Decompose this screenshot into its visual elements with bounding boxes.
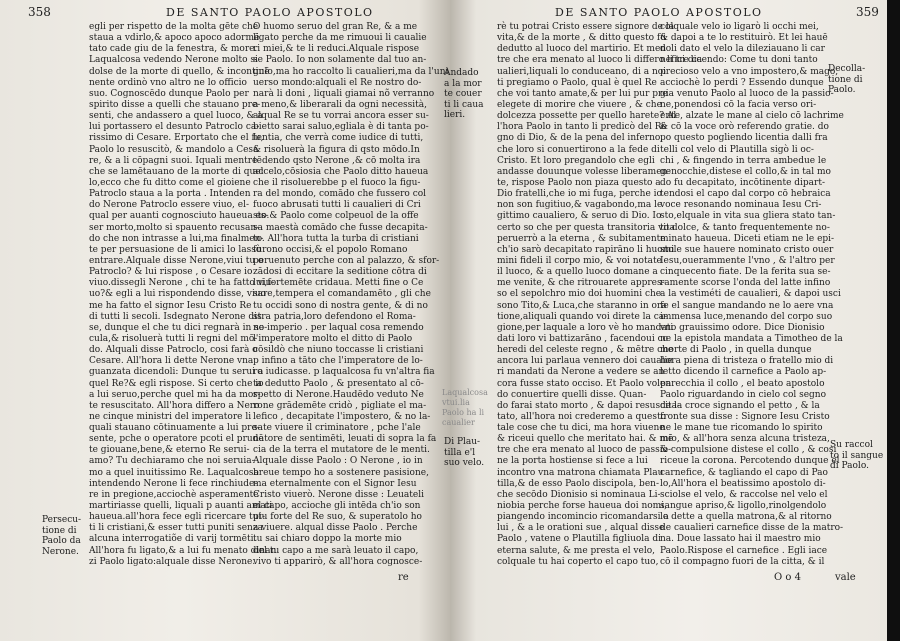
text-line: piangendo incomincio ricomandarsi a (497, 512, 669, 523)
text-line: sa maestà comādo che fusse decapita- (253, 222, 428, 233)
text-line: natore de sentimēti, leuati di sopra la fa (253, 434, 437, 445)
text-line: me ha fatto el signor Iesu Cristo Re (89, 300, 252, 311)
text-line: ne la epistola mandata a Timotheo de la (660, 333, 843, 344)
text-line: dolcezza possette per quello harete? Al (497, 111, 677, 122)
running-header-right: DE SANTO PAOLO APOSTOLO (555, 6, 763, 19)
text-line: fe el sangue mandando ne lo aere vna (660, 300, 834, 311)
text-line: & dapoi a te lo restituirò. Et lei hauē (660, 33, 828, 44)
text-line: stole sue hauere nominato cristo ouer (660, 244, 834, 255)
text-line: dati loro vi battizarāno , facendoui co (497, 333, 669, 344)
text-line: del tu capo a me sarà leuato il capo, (253, 545, 419, 556)
text-line: fronte sua disse : Signore Iesu Cristo (660, 411, 830, 422)
text-line: amo? Tu dechiaramo che noi seruia- (89, 456, 255, 467)
text-line: fuoco abrusati tutti li caualieri di Cri (253, 200, 421, 211)
text-line: ri mandati da Nerone a vedere se an (497, 367, 665, 378)
text-line: sciolse el velo, & raccolse nel velo el (660, 489, 828, 500)
text-line: suo velo. (444, 458, 485, 468)
text-line: caualier (442, 418, 475, 427)
text-line: minato haueua. Diceti etiam ne le epi- (660, 233, 835, 244)
text-line: Patroclo staua a la porta . Intenden (89, 189, 251, 200)
text-line: Laqualcosa (442, 388, 488, 397)
text-line: tu sai chiaro doppo la morte mio (253, 534, 402, 545)
text-line: certo so che per questa transitoria vita (497, 222, 676, 233)
running-header-left: DE SANTO PAOLO APOSTOLO (166, 6, 374, 19)
text-line: tione di (828, 74, 863, 85)
text-line: furono occisi,& el popolo Romano (253, 244, 408, 255)
text-line: l'hora Paolo in tanto li predicò del Re (497, 122, 667, 133)
right-page (442, 0, 887, 641)
text-line: cō il compagno fuori de la citta, & il (660, 556, 825, 567)
page-number-left: 358 (28, 5, 51, 19)
text-line: no imperio . per laqual cosa remendo (253, 322, 424, 333)
text-line: doli dato el velo la dileziauano li car (660, 44, 825, 55)
book-edge (887, 0, 900, 641)
text-line: Di Plau- (444, 437, 481, 447)
text-line: a meno,& liberarali da ogni necessità, (253, 99, 427, 110)
text-line: peruenuto perche con al palazzo, & sfor- (253, 255, 440, 266)
text-line: tu occidi sono di nostra gente, & di no (253, 300, 428, 311)
text-line: accelo,cōsiosia che Paolo ditto haueua (253, 166, 429, 177)
text-line: Paolo lo resuscitò, & mandolo a Cesa (89, 144, 259, 155)
text-line: & risoluerà la figura di qsto mōdo.In (253, 144, 420, 155)
text-line: lieri. (444, 110, 466, 120)
margin-note-plautilla (444, 437, 484, 469)
text-line: se Paolo. Io non solamente dal tuo an- (253, 55, 427, 66)
text-line: uerso mondo:alquali el Re nostro do- (253, 77, 422, 88)
text-line: sare,tempera el comandamēto , gli che (253, 289, 431, 300)
text-line: tre che era menato al luoco de passio- (497, 445, 672, 456)
text-line: to il sangue (830, 450, 884, 461)
catchword-left: re (398, 572, 409, 583)
text-line: lo,ecco che fu ditto come el gioiene (89, 177, 251, 188)
text-line: ente, alzate le mane al cielo cō lachrime (660, 111, 844, 122)
text-line: Laqualcosa vedendo Nerone molto si (89, 55, 258, 66)
text-line: gia venuto Paolo al luoco de la passio- (660, 88, 834, 99)
text-line: alcuna interrogatiõe di varij tormēti. (89, 534, 257, 545)
text-line: che loro si conuertirono a la fede di (497, 144, 660, 155)
text-line: vno grauissimo odore. Dice Dionisio (660, 322, 825, 333)
text-line: cora fusse stato occiso. Et Paolo volen (497, 378, 672, 389)
text-line: chi , & fingendo in terra ambedue le (660, 155, 827, 166)
text-line: tato, all'hora noi crederemo a questo (497, 411, 666, 422)
text-line: di tutti li secoli. Isdegnato Nerone dis (89, 311, 262, 322)
text-line: dedutto al luoco del martirio. Et men (497, 44, 667, 55)
text-line: vtui.lia (442, 398, 470, 407)
text-line: ti pregiamo o Paolo, qual è quel Re (497, 77, 657, 88)
bleed-through-text (442, 388, 488, 428)
text-line: do. Alquali disse Patroclo, cosi farà o (89, 345, 258, 356)
text-line: che secōdo Dionisio si nominaua Li- (497, 489, 661, 500)
text-line: All'hora fu ligato,& a lui fu menato dinan (89, 545, 277, 556)
text-line: cinquecento fiate. De la ferita sua se- (660, 267, 831, 278)
text-line: tale cose che tu dici, ma hora viuene (497, 423, 665, 434)
text-line: el capo, accioche gli intēda ch'io son (253, 501, 421, 512)
left-column-2 (253, 22, 449, 568)
text-line: che il risoluerebbe p el fuoco la figu- (253, 177, 421, 188)
text-line: ro iudicasse. p laqualcosa fu vn'altra fia (253, 367, 435, 378)
text-line: ligato perche da me rimuoui li caualie (253, 33, 427, 44)
text-line: p infino a tāto che l'imperatore de lo- (253, 356, 423, 367)
text-line: sto.& Paolo come colpeuol de la offe (253, 211, 419, 222)
text-line: cōsildò che niuno toccasse li cristiani (253, 345, 424, 356)
text-line: morte di Paolo , in quella dunque (660, 345, 812, 356)
text-line: gione,per laquale a loro vè ho mandati (497, 322, 674, 333)
text-line: ualieri,liquali lo conduceano, di a noi (497, 66, 667, 77)
text-line: sto,elquale in vita sua gliera stato tan- (660, 211, 836, 222)
text-line: tione di (42, 525, 77, 536)
text-line: voce resonando nominaua Iesu Cri- (660, 200, 822, 211)
text-line: Paolo riguardando in cielo col segno (660, 389, 827, 400)
text-line: heredi del celeste regno , & mētre che (497, 345, 674, 356)
text-line: mio, & all'hora senza alcuna tristeza, (660, 434, 830, 445)
text-line: Decolla- (828, 64, 866, 74)
text-line: zādosi di eccitare la seditione cōtra di (253, 267, 427, 278)
text-line: lo,All'hora el beatissimo apostolo di- (660, 478, 826, 489)
text-line: me venite, & che ritrouarete appres- (497, 278, 665, 289)
text-line: alqual Re se tu vorrai ancora esser su- (253, 111, 429, 122)
text-line: te couer (444, 89, 482, 99)
text-line: breue tempo ho a sostenere pasisione, (253, 467, 429, 478)
text-line: genocchie,distese el collo,& in tal mo (660, 166, 831, 177)
text-line: ti li cristiani,& esser tutti puniti senza (89, 523, 263, 534)
text-line: Cristo viuerò. Nerone disse : Leuateli (253, 489, 424, 500)
text-line: bietto sarai saluo,egliala è di tanta po- (253, 122, 429, 133)
text-line: sangue apriso,& ligollo,rinolgendolo (660, 501, 827, 512)
text-line: quali stauano cōtinuamente a lui pre- (89, 423, 260, 434)
text-line: dolse de la morte di quello, & incontinē (89, 66, 270, 77)
text-line: Dio fratelli,che io mi fuga, perche io (497, 189, 662, 200)
text-line: telli col velo di Plautilla sigò li oc- (660, 144, 814, 155)
text-line: Paolo , vatene o Plautilla figliuola di (497, 534, 662, 545)
text-line: de caualieri carnefice disse de la matro- (660, 523, 844, 534)
text-line: tre che era menato al luoco li differo li tre ca (497, 55, 703, 66)
text-line: senti, che andassero a quel luoco, & a (89, 111, 263, 122)
text-line: se, dunque el che tu dici regnarà in se- (89, 322, 268, 333)
text-line: sente, pche o operatore pcoti el prudē (89, 434, 264, 445)
text-line: gulo,ma ho raccolto li caualieri,ma da l'uni (253, 66, 449, 77)
margin-note-blood (830, 440, 883, 472)
text-line: cia de la terra el mutatore de le menti. (253, 445, 430, 456)
text-line: nente ordinò vno altro ne lo officio (89, 77, 247, 88)
text-line: ser morto,molto si spauento recusan- (89, 222, 260, 233)
text-line: O huomo seruo del gran Re, & a me (253, 22, 418, 32)
text-line: spetto di Nerone.Haudēdo veduto Ne (253, 389, 424, 400)
text-line: incontro vna matrona chiamata Plau (497, 467, 664, 478)
text-line: il luoco, & a quello luoco domane a (497, 267, 658, 278)
text-line: Paolo. (828, 85, 856, 95)
text-line: quel Re?& egli rispose. Si certo che io (89, 378, 264, 389)
text-line: te resuscitato. All'hora differo a Nero (89, 400, 260, 411)
text-line: do fu decapitato, incōtinente dipart- (660, 177, 825, 188)
right-column-1 (497, 22, 703, 568)
text-line: Paolo ha li (442, 408, 485, 417)
text-line: do farai stato morto , & dapoi resuscita- (497, 400, 681, 411)
text-line: zi Paolo ligato:alquale disse Nerone. (89, 556, 256, 567)
text-line: uo?& egli a lui rispondendo disse, viuo (89, 289, 267, 300)
text-line: & riceui quello che meritato hai. & mē (497, 434, 674, 445)
right-column-2 (660, 22, 844, 568)
text-line: Persecu- (42, 515, 82, 525)
text-line: re, & a li cōpagni suoi. Iquali mentre (89, 155, 258, 166)
text-line: ne cinque ministri del imperatore li (89, 411, 252, 422)
text-line: to. All'hora tutta la turba di cristiani (253, 233, 419, 244)
text-line: so el sepolchro mio doi huomini che (497, 289, 662, 300)
text-line: de la croce signando el petto , & la (660, 400, 820, 411)
margin-note-decollation (828, 64, 865, 96)
text-line: ta dedutto Paolo , & presentato al cō- (253, 378, 424, 389)
text-line: Patroclo? & lui rispose , o Cesare io (89, 267, 253, 278)
text-line: vivo ti apparirò, & all'hora cognosce- (253, 556, 423, 567)
text-line: Cesare. All'hora li dette Nerone vna (89, 356, 254, 367)
text-line: viuo.dissegli Nerone , chi te ha fatto viu- (89, 278, 275, 289)
text-line: acciochè lo perdi ? Essendo dunque (660, 77, 824, 88)
text-line: to dolce, & tanto frequentemente no- (660, 222, 830, 233)
text-line: peruerrò a la eterna , & subitamente (497, 233, 666, 244)
text-line: ri miei,& te li reduci.Alquale rispose (253, 44, 420, 55)
text-line: rissimo di Cesare. Erportato che el fu, (89, 133, 264, 144)
text-line: ra del mondo, comādo che fussero col (253, 189, 427, 200)
text-line: suo. Cognoscēdo dunque Paolo per (89, 88, 249, 99)
text-line: piu forte del Re suo, & superatolo ho (253, 512, 422, 523)
text-line: egli per rispetto de la molta gēte che (89, 22, 259, 32)
text-line: do che non intrasse a lui,ma finalmen- (89, 233, 264, 244)
text-line: riceue la corona. Percotendo dunque el (660, 456, 840, 467)
text-line: ch'io sarò decapitato rapirāno li huomi (497, 244, 675, 255)
text-line: tilla e'l (444, 447, 476, 458)
text-line: Nerone. (42, 546, 79, 557)
text-line: ancora lui parlaua vennero doi caualie (497, 356, 673, 367)
text-line: eterna salute, & me presta el velo, (497, 545, 655, 556)
text-line: qual per auanti cognosciuto haueua es- (89, 211, 269, 222)
text-line: rè tu potrai Cristo essere signore de la (497, 22, 675, 32)
text-line: lui , & a le orationi sue , alqual disse (497, 523, 665, 534)
text-line: ne la porta hostiense si fece a lui (497, 456, 648, 467)
text-line: elegete di morire che viuere , & che (497, 99, 662, 110)
page-number-right: 359 (856, 5, 879, 19)
text-line: lui,fortemēte cridaua. Metti fine o Ce (253, 278, 424, 289)
text-line: andasse douunque volesse liberamen- (497, 166, 671, 177)
text-line: tendosi el capo dal corpo cō hebraica (660, 189, 831, 200)
text-line: non son fugitiuo,& vagabondo,ma le (497, 200, 663, 211)
text-line: ma eternalmente con el Signor Iesu (253, 478, 417, 489)
text-line: tentia, che verrà come iudice di tutti, (253, 133, 424, 144)
text-line: vita,& de la morte , & ditto questo fu (497, 33, 667, 44)
text-line: stra patria,loro defendono el Roma- (253, 311, 416, 322)
text-line: lefico , decapitate l'impostero, & no la- (253, 411, 431, 422)
text-line: tilla,& de esso Paolo discipola, ben- (497, 478, 659, 489)
text-line: lo dette a quella matrona,& al ritorno (660, 512, 832, 523)
text-line: te per persuasione de li amici lo lassò (89, 244, 262, 255)
text-line: di Paolo. (830, 461, 869, 471)
text-line: do Nerone Patroclo essere viuo, el- (89, 200, 250, 211)
text-line: staua a vdirlo,& apoco apoco adormē (89, 33, 260, 44)
text-line: entrare.Alquale disse Nerone,viui tu o (89, 255, 264, 266)
text-line: tēdendo qsto Nerone ,& cō molta ira (253, 155, 421, 166)
text-line: hora piena di tristeza o fratello mio di (660, 356, 834, 367)
text-line: ramente scorse l'onda del latte infino (660, 278, 831, 289)
text-line: che se lamētauano de la morte di quel (89, 166, 264, 177)
text-line: po questo pogliendo licentia dalli fra (660, 133, 828, 144)
text-line: nefici dicendo: Come tu doni tanto (660, 55, 818, 66)
text-line: guanzata dicendoli: Dunque tu serui a (89, 367, 264, 378)
text-line: rone grādemēte cridò , pigliate el ma- (253, 400, 427, 411)
text-line: Paolo da (42, 536, 81, 546)
text-line: colquale tu hai coperto el capo tuo, (497, 556, 659, 567)
text-line: colquale velo io ligarò li occhi mei, (660, 22, 819, 32)
text-line: a la mor (444, 78, 482, 89)
text-line: Andado (444, 68, 479, 78)
left-column-1 (89, 22, 277, 568)
text-line: haueua.all'hora fece egli ricercare tut- (89, 512, 266, 523)
margin-note-persecution (42, 515, 81, 557)
text-line: Su raccol (830, 440, 873, 450)
text-line: re in pregione,acciochè asperamente (89, 489, 259, 500)
text-line: l'imperatore molto el ditto di Paolo (253, 333, 413, 344)
text-line: intendendo Nerone li fece rinchiude- (89, 478, 258, 489)
text-line: Iesu,ouerammente l'vno , & l'altro per (660, 255, 835, 266)
text-line: te, rispose Paolo non piaza questo a (497, 177, 661, 188)
text-line: mini fideli il corpo mio, & voi notate (497, 255, 662, 266)
text-line: letto dicendo il carnefice a Paolo ap- (660, 367, 827, 378)
catchword-right: vale (835, 572, 856, 583)
text-line: sono Tito,& Luca,che staranno in ora (497, 300, 667, 311)
text-line: narà li doni , liquali giamai nõ verranno (253, 88, 435, 99)
text-line: gittimo caualiero, & seruo di Dio. Io (497, 211, 662, 222)
text-line: martiriasse quelli, liquali p auanti amati (89, 501, 273, 512)
signature-mark: O o 4 (774, 572, 801, 583)
text-line: cula,& risoluerà tutti li regni del mō- (89, 333, 258, 344)
text-line: ne,ponendosi cō la facia verso ori- (660, 99, 817, 110)
text-line: che voi tanto amate,& per lui pur pre (497, 88, 668, 99)
text-line: sate viuere il criminatore , pche l'ale (253, 423, 421, 434)
text-line: niobia perche forse haueua doi nomi, (497, 501, 667, 512)
text-line: tione,aliquali quando voi direte la ca- (497, 311, 668, 322)
text-line: do conuertire quelli disse. Quan- (497, 389, 647, 400)
text-line: parecchia il collo , el beato apostolo (660, 378, 825, 389)
text-line: a lui seruo,perche quel mi ha da mor- (89, 389, 261, 400)
margin-note-andado (444, 68, 484, 121)
text-line: ne le mane tue ricomando lo spirito (660, 423, 823, 434)
text-line: lui portassero el desunto Patroclo ca- (89, 122, 260, 133)
text-line: gno di Dio, & de la pena del inferno, (497, 133, 664, 144)
text-line: Cristo. Et loro pregandolo che egli (497, 155, 655, 166)
text-line: a viuere. alqual disse Paolo . Perche (253, 523, 418, 534)
text-line: a la vestiméti de caualieri, & dapoi usci (660, 289, 841, 300)
text-line: Paolo.Rispose el carnefice . Egli iace (660, 545, 828, 556)
text-line: Alquale disse Paolo : O Nerone , io in (253, 456, 423, 467)
text-line: te giouane,bene,& eterno Re serui- (89, 445, 250, 456)
text-line: ti li caua (444, 99, 484, 110)
text-line: carnefice, & tagliando el capo di Pao (660, 467, 828, 478)
text-line: na. Doue lassato hai il maestro mio (660, 534, 821, 545)
text-line: immensa luce,menando del corpo suo (660, 311, 833, 322)
text-line: spirito disse a quelli che stauano pre- (89, 99, 261, 110)
text-line: tato cade giu de la fenestra, & more. (89, 44, 258, 55)
text-line: & cō la voce orò referendo gratie. do (660, 122, 829, 133)
text-line: precioso velo a vno impostero,& mago, (660, 66, 839, 77)
text-line: mo a quel inuitissimo Re. Laqualcosa (89, 467, 259, 478)
text-line: & compulsione distese el collo , & cosi (660, 445, 837, 456)
